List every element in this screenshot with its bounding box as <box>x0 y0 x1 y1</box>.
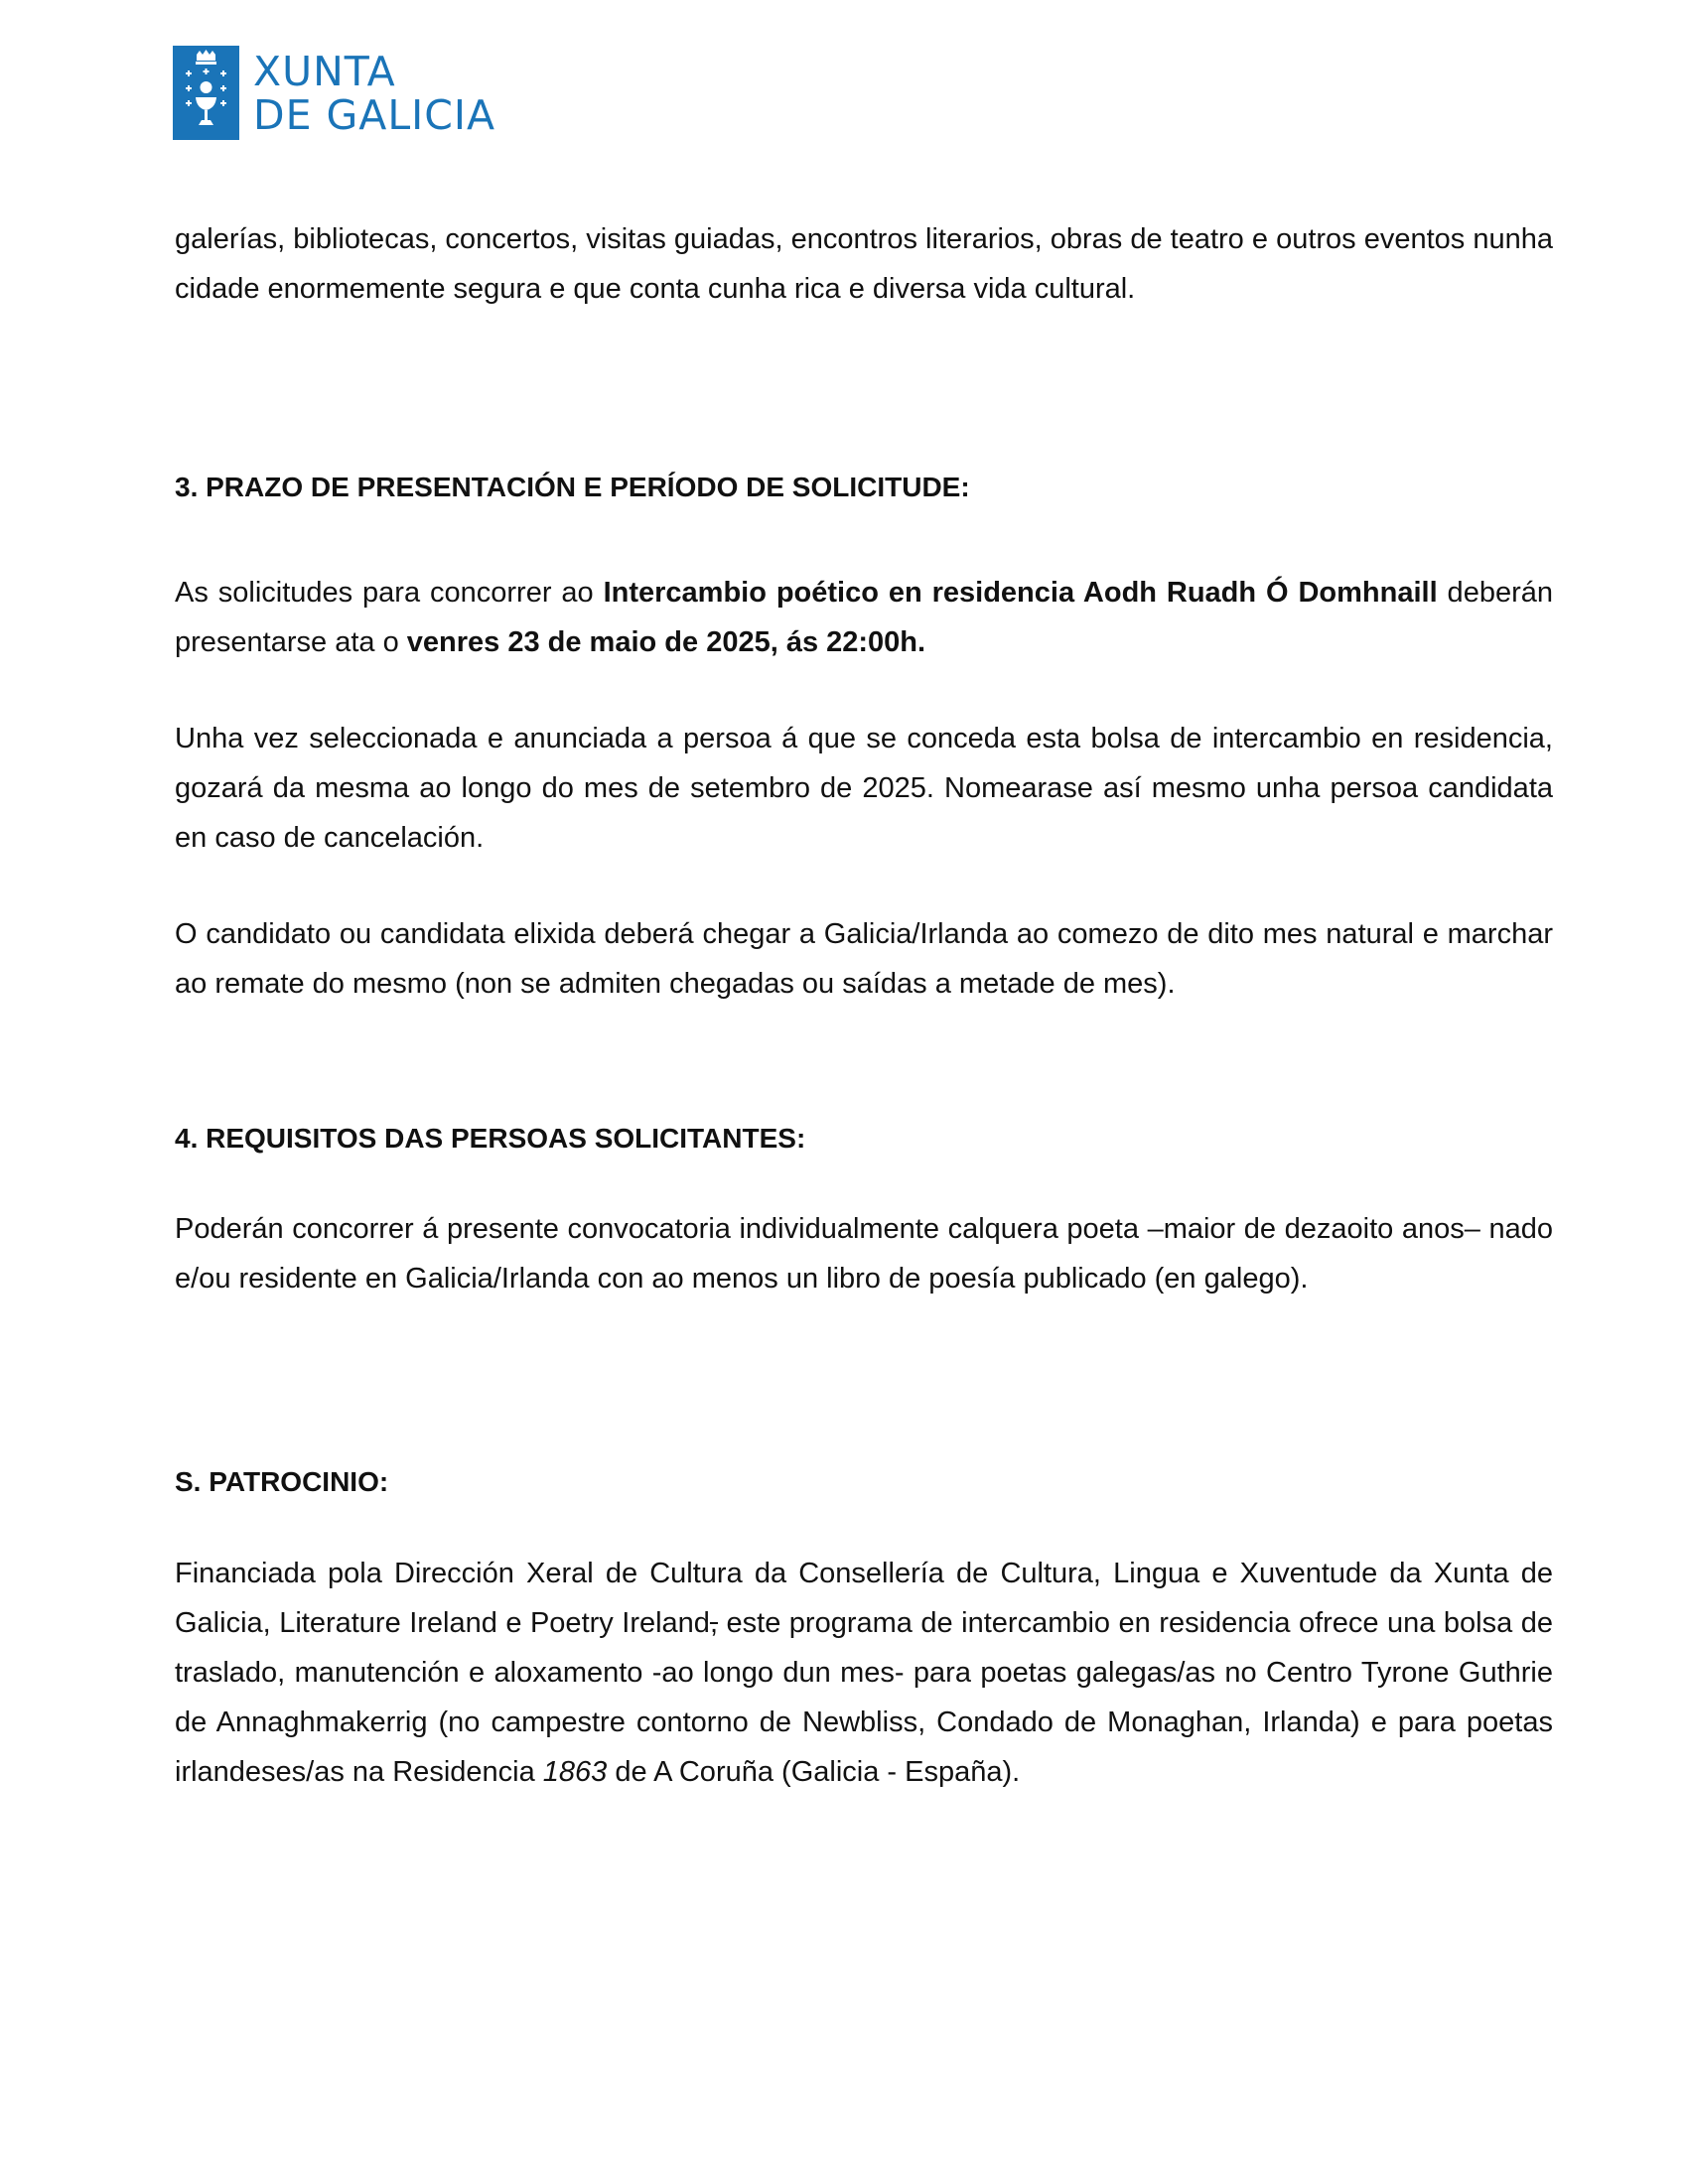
section-4-heading: 4. REQUISITOS DAS PERSOAS SOLICITANTES: <box>175 1123 806 1154</box>
struck-comma: , <box>709 1607 719 1639</box>
section-3-heading: 3. PRAZO DE PRESENTACIÓN E PERÍODO DE SOLICITUDE: <box>175 472 970 502</box>
section-5-p1-part1: Financiada pola Dirección Xeral de Cultura da Consellería de Cultura, Lingua e Xuventude da Xunta de Galicia, Literature Ireland e Poetry Ireland <box>175 1558 1553 1639</box>
logo-line-2: DE GALICIA <box>253 90 496 139</box>
logo-wordmark <box>253 47 496 139</box>
section-5-paragraph-1 <box>175 1549 1553 1797</box>
logo-line-1: XUNTA <box>253 47 396 95</box>
section-3-p1-part2: deberán presentarse ata o <box>175 577 1553 658</box>
section-5-heading: S. PATROCINIO: <box>175 1466 389 1497</box>
section-4-paragraph-1: Poderán concorrer á presente convocatoria individualmente calquera poeta –maior de dezaoito anos– nado e/ou residente en Galicia/Irlanda con ao menos un libro de poesía publicado (en galego). <box>175 1213 1553 1295</box>
section-3-paragraph-2: Unha vez seleccionada e anunciada a persoa á que se conceda esta bolsa de intercambio en residencia, gozará da mesma ao longo do mes de setembro de 2025. Nomearase así mesmo unha persoa candidata en caso de cancelación. <box>175 723 1553 854</box>
section-3-p1-part1: As solicitudes para concorrer ao <box>175 577 604 609</box>
intro-paragraph: galerías, bibliotecas, concertos, visitas guiadas, encontros literarios, obras de teatro e outros eventos nunha cidade enormemente segura e que conta cunha rica e diversa vida cultural. <box>175 223 1553 305</box>
residence-1863: 1863 <box>542 1756 608 1788</box>
section-3-paragraph-1 <box>175 568 1553 667</box>
section-3-paragraph-3: O candidato ou candidata elixida deberá chegar a Galicia/Irlanda ao comezo de dito mes natural e marchar ao remate do mesmo (non se admiten chegadas ou saídas a metade de mes). <box>175 918 1553 1000</box>
deadline: venres 23 de maio de 2025, ás 22:00h. <box>406 626 926 658</box>
section-5-p1-part2: este programa de intercambio en residencia ofrece una bolsa de traslado, manutención e aloxamento -ao longo dun mes- para poetas galegas/as no Centro Tyrone Guthrie de Annaghmakerrig (no campestre contorno de Newbliss, Condado de Monaghan, Irlanda) e para poetas irlandeses/as na Residencia <box>175 1607 1553 1788</box>
residency-name: Intercambio poético en residencia Aodh Ruadh Ó Domhnaill <box>603 577 1438 609</box>
galicia-coat-of-arms-icon <box>173 46 239 140</box>
section-5-p1-part3: de A Coruña (Galicia - España). <box>607 1756 1021 1788</box>
xunta-de-galicia-logo <box>173 46 495 140</box>
